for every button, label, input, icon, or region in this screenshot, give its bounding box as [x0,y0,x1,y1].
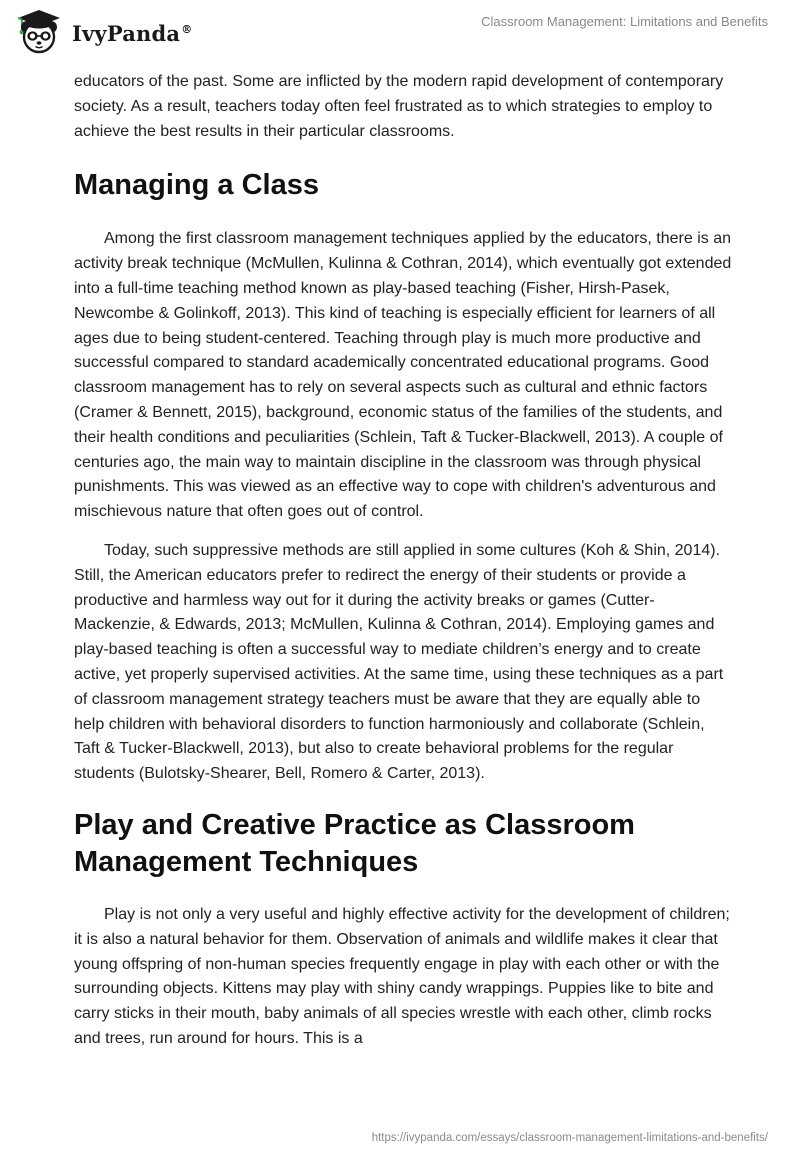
document-title: Classroom Management: Limitations and Benefits [481,14,768,29]
ivypanda-logo[interactable] [12,6,192,58]
source-url-link[interactable]: https://ivypanda.com/essays/classroom-management-limitations-and-benefits/ [371,1132,768,1144]
section-heading-play-and-creative-practice: Play and Creative Practice as Classroom Management Techniques [74,808,635,878]
body-paragraph: Among the first classroom management techniques applied by the educators, there is an activity break technique (McMullen, Kulinna & Cothran, 2014), which eventually got extended into a full-time teaching method known as play-based teaching (Fisher, Hirsh-Pasek, Newcombe & Golinkoff, 2013). This kind of teaching is especially efficient for learners of all ages due to being student-centered. Teaching through play is much more productive and successful compared to standard academically concentrated educational programs. Good classroom management has to rely on several aspects such as cultural and ethnic factors (Cramer & Bennett, 2015), background, economic status of the families of the students, and their health conditions and peculiarities (Schlein, Taft & Tucker-Blackwell, 2013). A couple of centuries ago, the main way to maintain discipline in the classroom was through physical punishments. This was viewed as an effective way to cope with children's adventurous and mischievous nature that often goes out of control. [74,230,732,521]
intro-paragraph: educators of the past. Some are inflicted by the modern rapid development of contemporary society. As a result, teachers today often feel frustrated as to which strategies to employ to achieve the best results in their particular classrooms. [74,73,724,140]
article-body [74,70,734,1052]
panda-graduation-cap-icon [12,6,66,58]
body-paragraph: Today, such suppressive methods are still applied in some cultures (Koh & Shin, 2014). Still, the American educators prefer to redirect the energy of their students or provide a productive and harmless way out for it during the activity breaks or games (Cutter-Mackenzie, & Edwards, 2013; McMullen, Kulinna & Cothran, 2014). Employing games and play-based teaching is often a successful way to mediate children’s energy and to create active, yet properly supervised activities. At the same time, using these techniques as a part of classroom management strategy teachers must be aware that they are equally able to help children with behavioral disorders to function harmoniously and collaborate (Schlein, Taft & Tucker-Blackwell, 2013), but also to create behavioral problems for the regular students (Bulotsky-Shearer, Bell, Romero & Carter, 2013). [74,541,724,783]
page-header [0,0,800,64]
body-paragraph: Play is not only a very useful and highly effective activity for the development of children; it is also a natural behavior for them. Observation of animals and wildlife makes it clear that young offspring of non-human species frequently engage in play with each other or with the surrounding objects. Kittens may play with shiny candy wrappings. Puppies like to bite and carry sticks in their mouth, baby animals of all species wrestle with each other, climb rocks and trees, run around for hours. This is a [74,905,730,1047]
section-heading-managing-a-class: Managing a Class [74,169,319,202]
logo-wordmark: IvyPanda® [72,20,193,46]
